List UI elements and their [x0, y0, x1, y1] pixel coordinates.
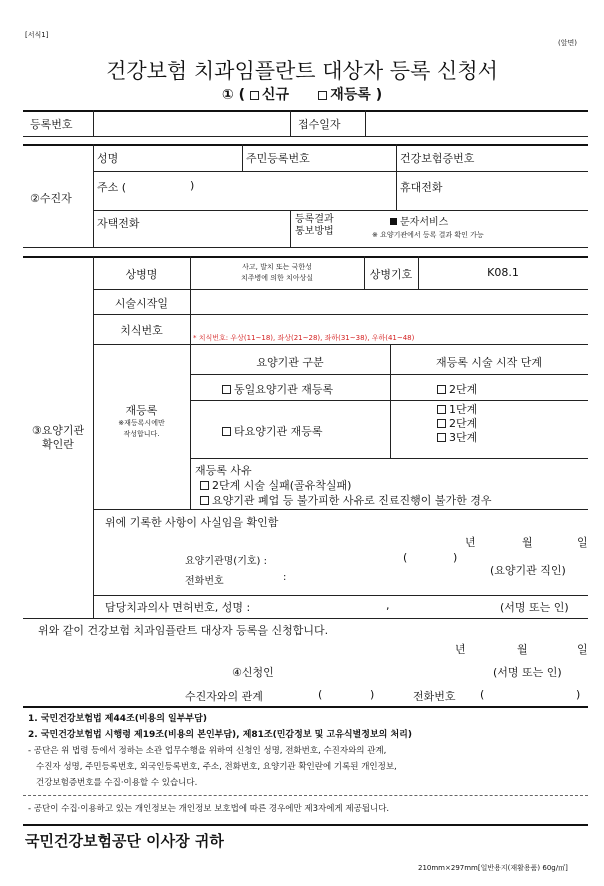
stage-3-checkbox[interactable]	[437, 433, 446, 442]
reason-1-option[interactable]	[200, 477, 351, 493]
sms-option-label: 문자서비스	[400, 217, 449, 228]
insurance-no-label: 건강보험증번호	[400, 152, 475, 165]
start-date-label: 시술시작일	[114, 297, 169, 310]
reason-1-checkbox[interactable]	[200, 481, 209, 490]
page-side-label: (앞면)	[558, 39, 577, 47]
legal-line-1: 1. 국민건강보험법 제44조(비용의 일부부담)	[28, 714, 207, 724]
other-stage-options	[437, 403, 477, 445]
disease-name-label: 상병명	[125, 268, 158, 281]
new-checkbox[interactable]	[250, 91, 259, 100]
stage-3-label: 3단계	[449, 431, 478, 444]
same-stage-option[interactable]	[437, 381, 477, 397]
confirm-day: 일	[577, 536, 588, 549]
stage-1-label: 1단계	[449, 403, 478, 416]
dentist-label: 담당치과의사 면허번호, 성명 :	[105, 601, 251, 614]
reason-2-option[interactable]	[200, 492, 492, 508]
recipient-section-label: ②수진자	[30, 192, 72, 205]
form-tag: [서식1]	[25, 31, 49, 39]
stage-3-option[interactable]	[437, 431, 477, 445]
reason-1-label: 2단계 시술 실패(골유착실패)	[212, 479, 352, 492]
reason-2-label: 요양기관 폐업 등 불가피한 사유로 진료진행이 불가한 경우	[212, 494, 492, 507]
same-stage-checkbox[interactable]	[437, 385, 446, 394]
name-label: 성명	[97, 152, 119, 165]
mobile-label: 휴대전화	[400, 181, 443, 194]
application-statement: 위와 같이 건강보험 치과임플란트 대상자 등록을 신청합니다.	[38, 624, 329, 637]
applicant-phone-label: 전화번호	[413, 690, 456, 703]
reason-2-checkbox[interactable]	[200, 496, 209, 505]
institution-phone-colon: :	[283, 572, 287, 583]
relation-label: 수진자와의 관계	[185, 690, 263, 703]
application-month: 월	[517, 643, 528, 656]
same-institution-checkbox[interactable]	[222, 385, 231, 394]
subtitle-number: ①	[221, 87, 234, 103]
legal-line-2: 2. 국민건강보험법 시행령 제19조(비용의 본인부담), 제81조(민감정보 및 고유식별정보의 처리)	[28, 730, 412, 740]
stage-1-checkbox[interactable]	[437, 405, 446, 414]
same-institution-option[interactable]	[222, 381, 333, 397]
disease-code-value: K08.1	[487, 266, 519, 279]
notify-method-label: 등록결과 통보방법	[295, 214, 334, 237]
applicant-label: ④신청인	[232, 666, 274, 679]
legal-bullet-1b: 수진자 성명, 주민등록번호, 외국인등록번호, 주소, 전화번호, 요양기관 확인란에 기록된 개인정보,	[36, 762, 397, 772]
sms-option[interactable]	[390, 213, 448, 228]
dentist-comma: ,	[386, 599, 390, 612]
address-label: 주소 (	[97, 181, 127, 194]
re-register-note: ※재등록시에만 작성합니다.	[118, 419, 165, 438]
confirm-year: 년	[465, 536, 476, 549]
col-restart-stage: 재등록 시술 시작 단계	[435, 356, 543, 369]
form-subtitle	[0, 84, 604, 104]
dentist-sign: (서명 또는 인)	[500, 601, 569, 614]
stage-1-option[interactable]	[437, 403, 477, 417]
relation-open: (	[318, 688, 323, 701]
relation-close: )	[370, 688, 375, 701]
institution-phone-label: 전화번호	[185, 576, 224, 587]
institution-name-label: 요양기관명(기호) :	[185, 556, 267, 567]
institution-code-open: (	[403, 551, 408, 564]
tooth-no-hint: * 치식번호: 우상(11~18), 좌상(21~28), 좌하(31~38), 우하(41~48)	[193, 334, 415, 342]
stage-2-checkbox[interactable]	[437, 419, 446, 428]
legal-bullet-2: - 공단이 수집·이용하고 있는 개인정보는 개인정보 보호법에 따른 경우에만 제3자에게 제공됩니다.	[28, 804, 390, 814]
resident-no-label: 주민등록번호	[246, 152, 310, 165]
address-close: )	[190, 179, 195, 192]
sms-note: ※ 요양기관에서 등록 결과 확인 가능	[372, 231, 484, 239]
tooth-no-label: 치식번호	[120, 324, 163, 337]
stage-2-option[interactable]	[437, 417, 477, 431]
legal-bullet-1c: 건강보험증번호를 수집·이용할 수 있습니다.	[36, 778, 198, 788]
applicant-sign: (서명 또는 인)	[493, 666, 562, 679]
paper-spec: 210mm×297mm[일반용지(재활용품) 60g/㎡]	[418, 864, 568, 872]
other-institution-checkbox[interactable]	[222, 427, 231, 436]
phone-close: )	[576, 688, 581, 701]
provider-section-label: ③요양기관 확인란	[31, 424, 85, 451]
application-year: 년	[455, 643, 466, 656]
option-new-label: 신규	[261, 87, 289, 103]
stage-2-label: 2단계	[449, 417, 478, 430]
same-institution-label: 동일요양기관 재등록	[234, 383, 334, 396]
disease-code-label: 상병기호	[369, 268, 413, 281]
phone-open: (	[480, 688, 485, 701]
home-phone-label: 자택전화	[97, 217, 140, 230]
addressee: 국민건강보험공단 이사장 귀하	[25, 832, 224, 850]
re-register-checkbox[interactable]	[318, 91, 327, 100]
other-institution-option[interactable]	[222, 423, 323, 439]
option-re-label: 재등록	[330, 87, 371, 103]
institution-seal: (요양기관 직인)	[490, 564, 566, 577]
legal-bullet-1a: - 공단은 위 법령 등에서 정하는 소관 업무수행을 위하여 신청인 성명, 전화번호, 수진자와의 관계,	[28, 746, 387, 756]
re-register-label: 재등록	[125, 404, 158, 417]
confirm-statement: 위에 기록한 사항이 사실임을 확인함	[105, 516, 279, 529]
col-institution-type: 요양기관 구분	[256, 356, 324, 369]
other-institution-label: 타요양기관 재등록	[234, 425, 323, 438]
institution-code-close: )	[453, 551, 458, 564]
confirm-month: 월	[522, 536, 533, 549]
reg-no-label: 등록번호	[30, 118, 73, 131]
reason-label: 재등록 사유	[195, 464, 252, 477]
subtitle-open: (	[238, 87, 246, 103]
form-title: 건강보험 치과임플란트 대상자 등록 신청서	[106, 59, 498, 83]
same-stage-label: 2단계	[449, 383, 478, 396]
subtitle-close: )	[375, 87, 383, 103]
sms-checkbox-checked[interactable]	[390, 218, 397, 225]
disease-name-value: 사고, 발치 또는 국한성 치주병에 의한 치아상실	[240, 263, 314, 282]
receipt-date-label: 접수일자	[298, 118, 341, 131]
application-day: 일	[577, 643, 588, 656]
